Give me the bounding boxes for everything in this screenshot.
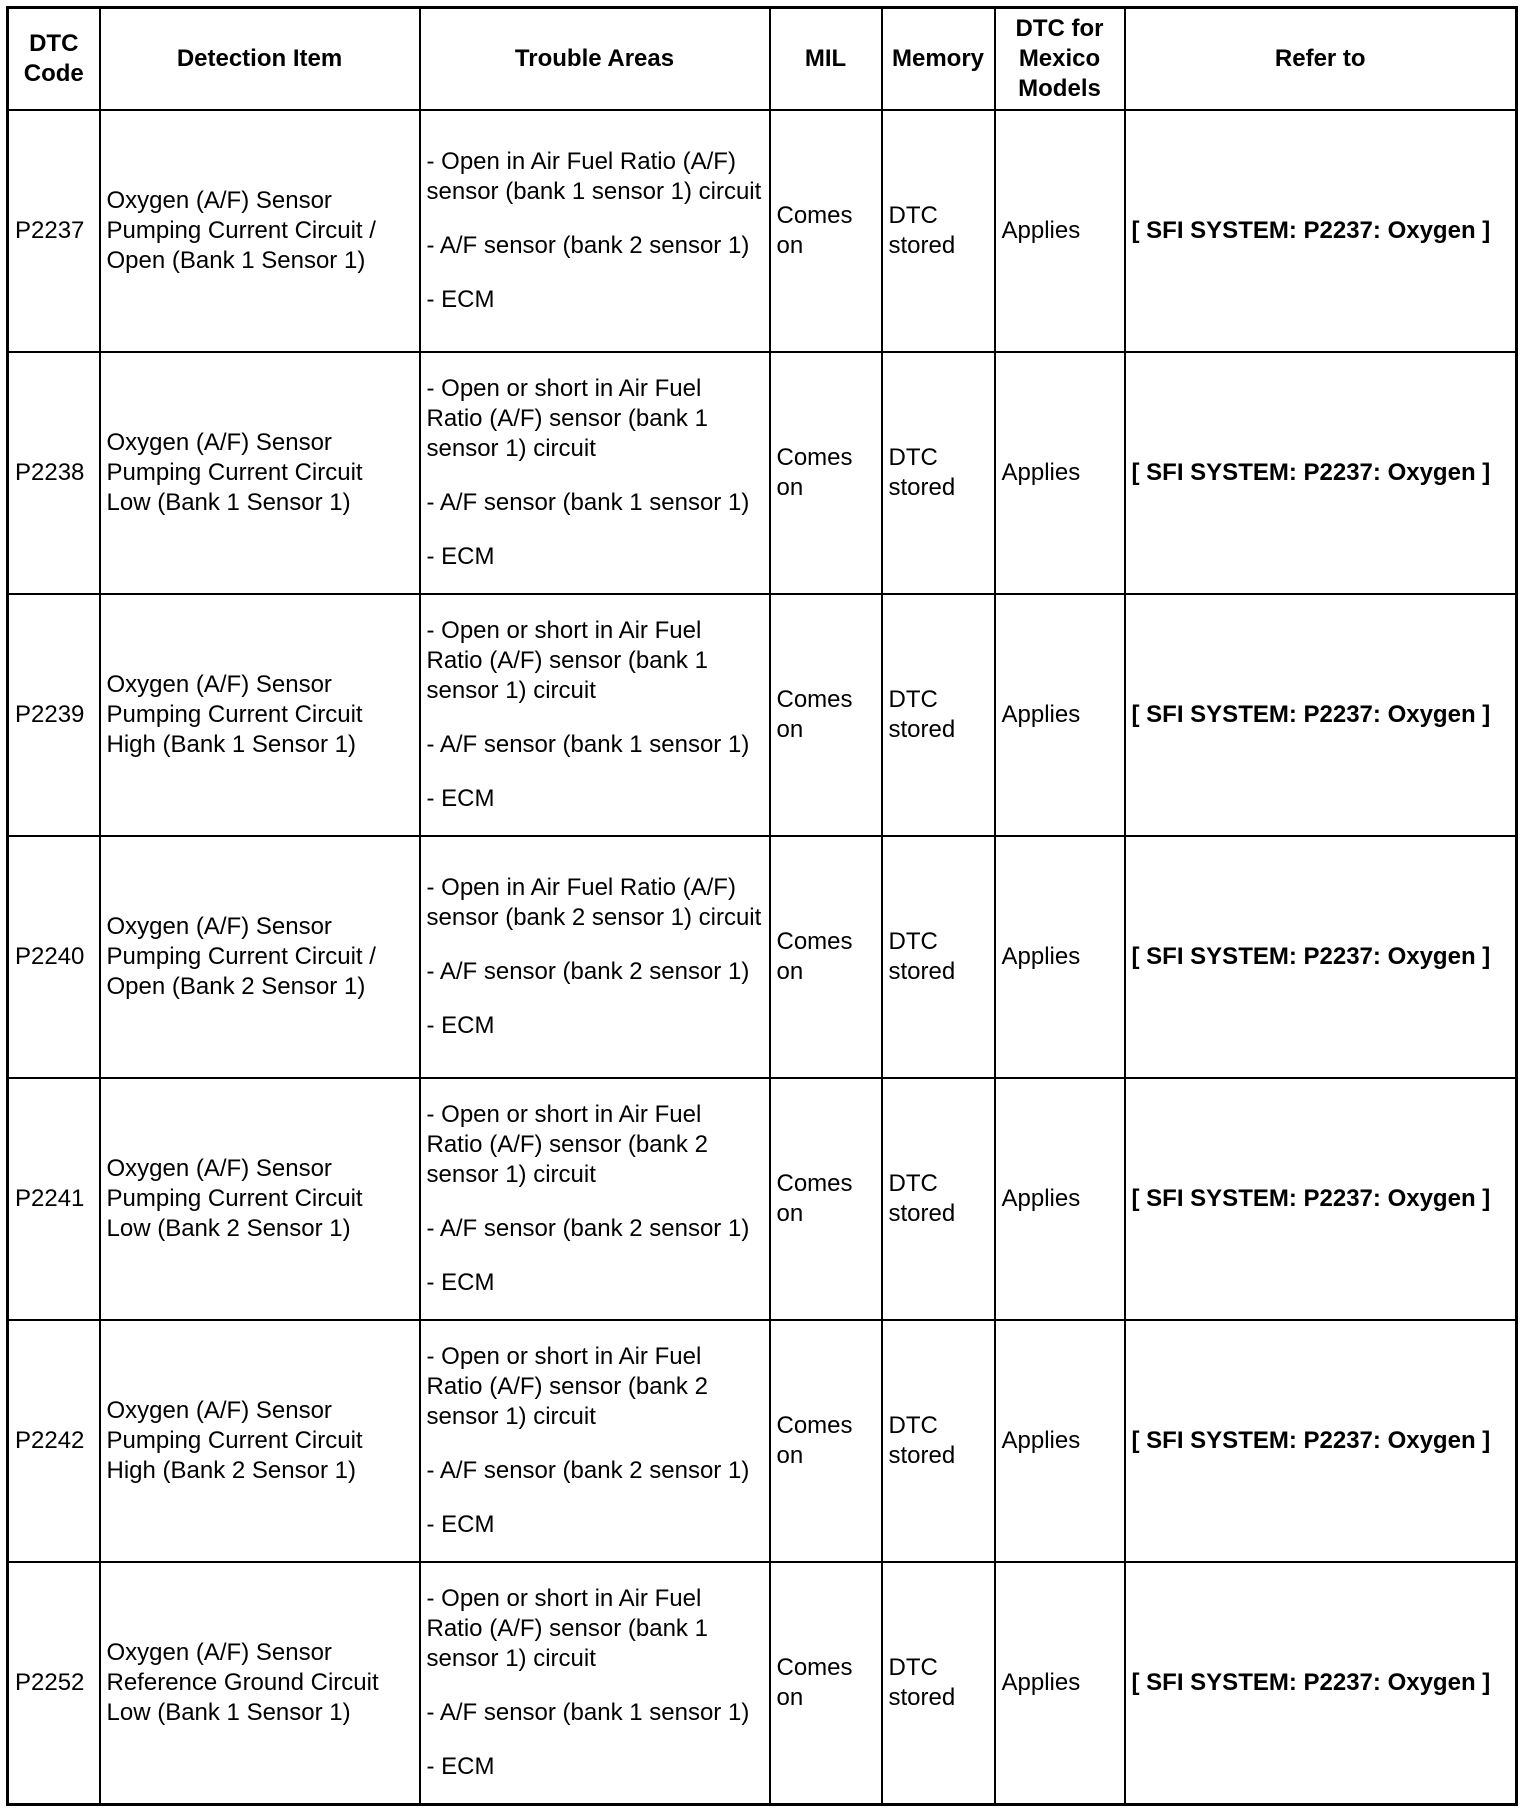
cell-detection-item: Oxygen (A/F) Sensor Reference Ground Circuit Low (Bank 1 Sensor 1) xyxy=(100,1562,420,1805)
cell-mexico-models: Applies xyxy=(995,594,1125,836)
cell-mil: Comes on xyxy=(770,836,882,1078)
trouble-line: - A/F sensor (bank 1 sensor 1) xyxy=(426,1699,750,1726)
dtc-table xyxy=(6,6,1518,1806)
header-mil: MIL xyxy=(770,8,882,111)
refer-to-link[interactable]: [ SFI SYSTEM: P2237: Oxygen ] xyxy=(1125,352,1517,594)
cell-mexico-models: Applies xyxy=(995,1562,1125,1805)
trouble-line: - ECM xyxy=(426,1753,495,1780)
cell-mexico-models: Applies xyxy=(995,1320,1125,1562)
cell-trouble-areas xyxy=(420,1078,770,1320)
cell-detection-item: Oxygen (A/F) Sensor Pumping Current Circuit / Open (Bank 1 Sensor 1) xyxy=(100,110,420,352)
cell-mil: Comes on xyxy=(770,110,882,352)
cell-trouble-areas xyxy=(420,1320,770,1562)
trouble-line: - ECM xyxy=(426,1269,495,1296)
header-refer-to: Refer to xyxy=(1125,8,1517,111)
cell-mexico-models: Applies xyxy=(995,110,1125,352)
trouble-line: - Open or short in Air Fuel Ratio (A/F) sensor (bank 1 sensor 1) circuit xyxy=(426,375,708,462)
table-row xyxy=(8,1562,1517,1805)
trouble-line: - A/F sensor (bank 2 sensor 1) xyxy=(426,232,750,259)
header-dtc-code: DTC Code xyxy=(8,8,100,111)
refer-to-link[interactable]: [ SFI SYSTEM: P2237: Oxygen ] xyxy=(1125,836,1517,1078)
cell-trouble-areas xyxy=(420,594,770,836)
trouble-line: - ECM xyxy=(426,1012,495,1039)
table-row xyxy=(8,836,1517,1078)
refer-to-link[interactable]: [ SFI SYSTEM: P2237: Oxygen ] xyxy=(1125,1562,1517,1805)
cell-mil: Comes on xyxy=(770,352,882,594)
cell-trouble-areas xyxy=(420,836,770,1078)
table-row xyxy=(8,352,1517,594)
trouble-line: - Open or short in Air Fuel Ratio (A/F) sensor (bank 2 sensor 1) circuit xyxy=(426,1343,708,1430)
cell-memory: DTC stored xyxy=(882,110,995,352)
cell-dtc-code: P2242 xyxy=(8,1320,100,1562)
cell-dtc-code: P2237 xyxy=(8,110,100,352)
cell-detection-item: Oxygen (A/F) Sensor Pumping Current Circuit Low (Bank 2 Sensor 1) xyxy=(100,1078,420,1320)
trouble-line: - ECM xyxy=(426,785,495,812)
trouble-line: - Open in Air Fuel Ratio (A/F) sensor (bank 2 sensor 1) circuit xyxy=(426,874,762,931)
header-mexico-models: DTC for Mexico Models xyxy=(995,8,1125,111)
refer-to-link[interactable]: [ SFI SYSTEM: P2237: Oxygen ] xyxy=(1125,1320,1517,1562)
cell-detection-item: Oxygen (A/F) Sensor Pumping Current Circuit High (Bank 2 Sensor 1) xyxy=(100,1320,420,1562)
trouble-line: - A/F sensor (bank 2 sensor 1) xyxy=(426,1215,750,1242)
trouble-line: - A/F sensor (bank 1 sensor 1) xyxy=(426,489,750,516)
cell-mexico-models: Applies xyxy=(995,1078,1125,1320)
cell-dtc-code: P2252 xyxy=(8,1562,100,1805)
cell-memory: DTC stored xyxy=(882,836,995,1078)
trouble-line: - ECM xyxy=(426,543,495,570)
cell-memory: DTC stored xyxy=(882,352,995,594)
table-row xyxy=(8,110,1517,352)
cell-trouble-areas xyxy=(420,352,770,594)
trouble-line: - A/F sensor (bank 2 sensor 1) xyxy=(426,958,750,985)
table-header xyxy=(8,8,1517,111)
trouble-line: - Open or short in Air Fuel Ratio (A/F) sensor (bank 1 sensor 1) circuit xyxy=(426,1585,708,1672)
table-body xyxy=(8,110,1517,1805)
cell-detection-item: Oxygen (A/F) Sensor Pumping Current Circuit High (Bank 1 Sensor 1) xyxy=(100,594,420,836)
header-trouble-areas: Trouble Areas xyxy=(420,8,770,111)
cell-detection-item: Oxygen (A/F) Sensor Pumping Current Circuit Low (Bank 1 Sensor 1) xyxy=(100,352,420,594)
cell-trouble-areas xyxy=(420,110,770,352)
cell-mexico-models: Applies xyxy=(995,836,1125,1078)
trouble-line: - Open or short in Air Fuel Ratio (A/F) sensor (bank 2 sensor 1) circuit xyxy=(426,1101,708,1188)
trouble-line: - A/F sensor (bank 2 sensor 1) xyxy=(426,1457,750,1484)
table-row xyxy=(8,594,1517,836)
cell-mexico-models: Applies xyxy=(995,352,1125,594)
trouble-line: - ECM xyxy=(426,1511,495,1538)
cell-mil: Comes on xyxy=(770,594,882,836)
trouble-line: - A/F sensor (bank 1 sensor 1) xyxy=(426,731,750,758)
cell-memory: DTC stored xyxy=(882,1562,995,1805)
cell-trouble-areas xyxy=(420,1562,770,1805)
cell-dtc-code: P2241 xyxy=(8,1078,100,1320)
refer-to-link[interactable]: [ SFI SYSTEM: P2237: Oxygen ] xyxy=(1125,1078,1517,1320)
cell-mil: Comes on xyxy=(770,1320,882,1562)
trouble-line: - ECM xyxy=(426,286,495,313)
cell-mil: Comes on xyxy=(770,1562,882,1805)
cell-dtc-code: P2238 xyxy=(8,352,100,594)
cell-dtc-code: P2239 xyxy=(8,594,100,836)
cell-memory: DTC stored xyxy=(882,594,995,836)
trouble-line: - Open or short in Air Fuel Ratio (A/F) sensor (bank 1 sensor 1) circuit xyxy=(426,617,708,704)
header-row xyxy=(8,8,1517,111)
trouble-line: - Open in Air Fuel Ratio (A/F) sensor (bank 1 sensor 1) circuit xyxy=(426,148,762,205)
cell-mil: Comes on xyxy=(770,1078,882,1320)
header-memory: Memory xyxy=(882,8,995,111)
header-detection-item: Detection Item xyxy=(100,8,420,111)
cell-memory: DTC stored xyxy=(882,1078,995,1320)
refer-to-link[interactable]: [ SFI SYSTEM: P2237: Oxygen ] xyxy=(1125,110,1517,352)
cell-detection-item: Oxygen (A/F) Sensor Pumping Current Circuit / Open (Bank 2 Sensor 1) xyxy=(100,836,420,1078)
refer-to-link[interactable]: [ SFI SYSTEM: P2237: Oxygen ] xyxy=(1125,594,1517,836)
table-row xyxy=(8,1078,1517,1320)
table-row xyxy=(8,1320,1517,1562)
cell-memory: DTC stored xyxy=(882,1320,995,1562)
cell-dtc-code: P2240 xyxy=(8,836,100,1078)
